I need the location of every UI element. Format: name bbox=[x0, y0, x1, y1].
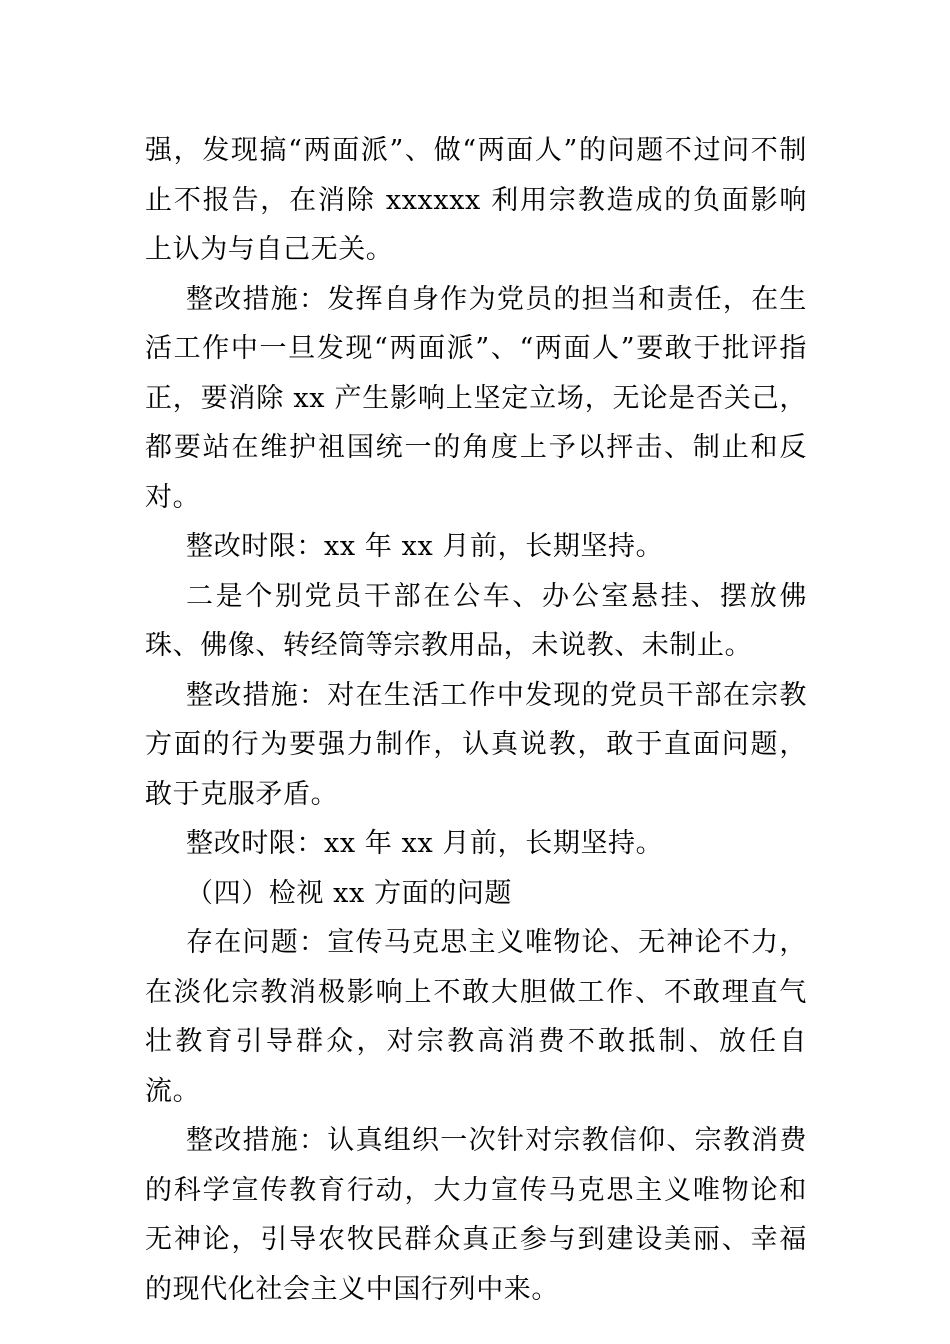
paragraph-issue-two: 二是个别党员干部在公车、办公室悬挂、摆放佛珠、佛像、转经筒等宗教用品，未说教、未制止。 bbox=[145, 580, 807, 661]
paragraph-deadline-2: 整改时限：xx 年 xx 月前，长期坚持。 bbox=[186, 828, 664, 859]
section-heading-four: （四）检视 xx 方面的问题 bbox=[186, 877, 513, 909]
paragraph-rectification-measures-1: 整改措施：发挥自身作为党员的担当和责任，在生活工作中一旦发现“两面派”、“两面人”要敢于批评指正，要消除 xx 产生影响上坚定立场，无论是否关己，都要站在维护祖国统一的角度上予以抨击、制止和反对。 bbox=[145, 283, 807, 513]
document-body bbox=[145, 126, 807, 1314]
paragraph-rectification-measures-3: 整改措施：认真组织一次针对宗教信仰、宗教消费的科学宣传教育行动，大力宣传马克思主义唯物论和无神论，引导农牧民群众真正参与到建设美丽、幸福的现代化社会主义中国行列中来。 bbox=[145, 1125, 807, 1305]
paragraph-deadline-1: 整改时限：xx 年 xx 月前，长期坚持。 bbox=[186, 531, 664, 562]
paragraph-existing-problems: 存在问题：宣传马克思主义唯物论、无神论不力，在淡化宗教消极影响上不敢大胆做工作、不敢理直气壮教育引导群众，对宗教高消费不敢抵制、放任自流。 bbox=[145, 927, 807, 1107]
paragraph-continuation: 强，发现搞“两面派”、做“两面人”的问题不过问不制止不报告，在消除 xxxxxx 利用宗教造成的负面影响上认为与自己无关。 bbox=[145, 135, 807, 265]
paragraph-rectification-measures-2: 整改措施：对在生活工作中发现的党员干部在宗教方面的行为要强力制作，认真说教，敢于直面问题，敢于克服矛盾。 bbox=[145, 679, 807, 810]
